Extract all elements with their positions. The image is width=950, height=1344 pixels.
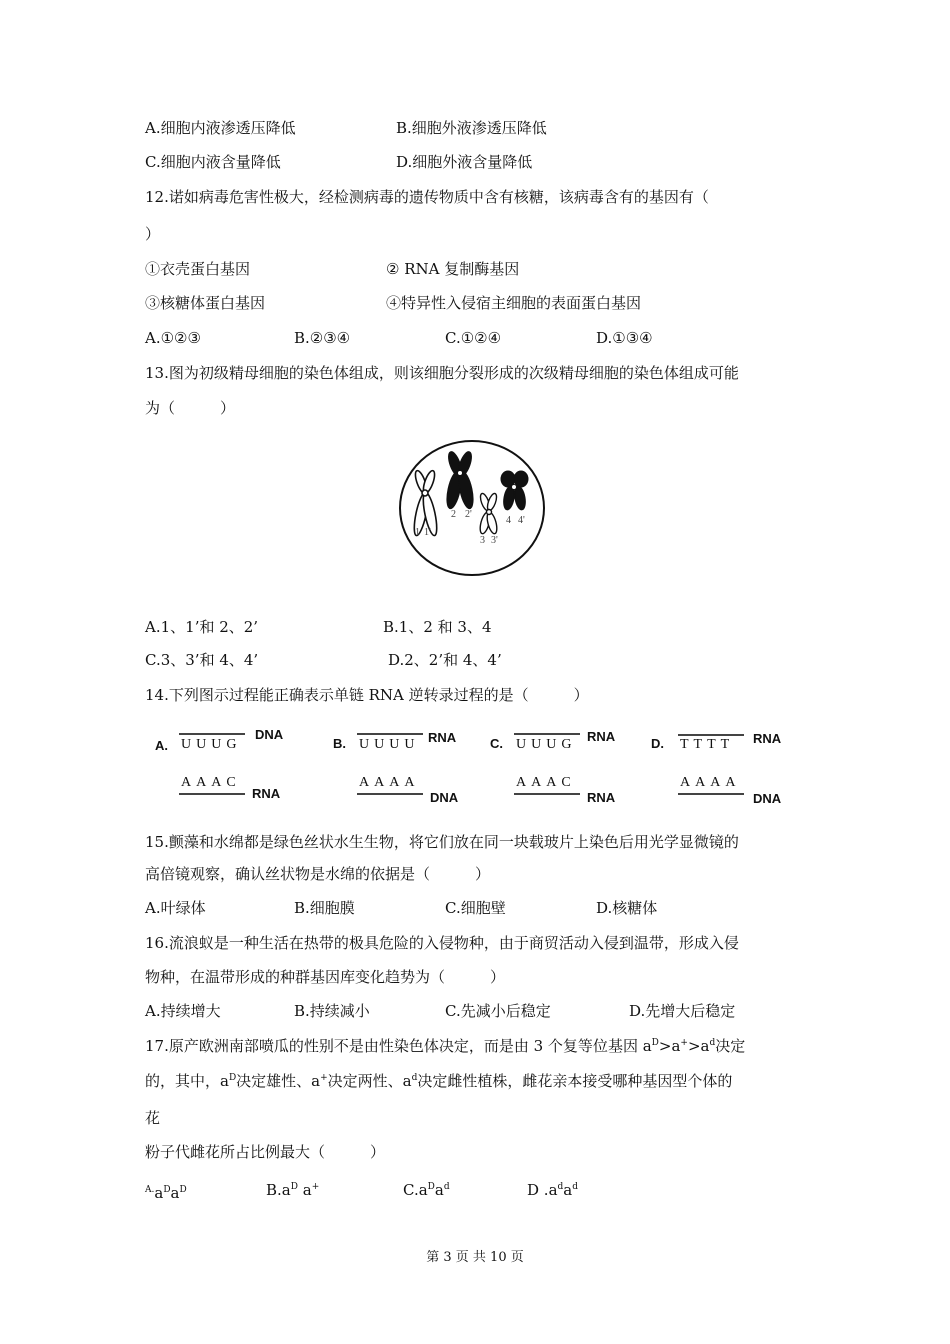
- q17-stem-cont2: 花: [145, 1109, 161, 1127]
- q12-option-b: B.②③④: [294, 329, 351, 347]
- superscript: d: [557, 1182, 564, 1192]
- strand-line: [357, 793, 423, 795]
- top-tag: RNA: [428, 730, 457, 745]
- q16-stem: 16.流浪蚁是一种生活在热带的极具危险的入侵物种，由于商贸活动入侵到温带，形成入侵: [145, 934, 739, 952]
- q15-option-d: D.核糖体: [596, 899, 658, 917]
- q13-option-b: B.1、2 和 3、4: [383, 618, 492, 636]
- q17-option-d: [527, 1180, 578, 1200]
- bottom-sequence: AAAA: [359, 775, 420, 790]
- q11-option-b: B.细胞外液渗透压降低: [396, 119, 547, 137]
- option-letter: B.: [266, 1181, 282, 1199]
- q17-option-c: [403, 1180, 450, 1200]
- strand-line: [179, 733, 245, 735]
- q11-option-a: A.细胞内液渗透压降低: [145, 119, 296, 137]
- text: a: [563, 1181, 573, 1199]
- top-tag: RNA: [753, 731, 782, 746]
- text: >a: [687, 1037, 710, 1055]
- text: a: [418, 1181, 428, 1199]
- text: 决定两性、a: [327, 1072, 412, 1090]
- panel-letter: D.: [651, 736, 664, 751]
- text: a: [154, 1184, 164, 1202]
- q15-stem-cont: 高倍镜观察，确认丝状物是水绵的依据是（ ）: [145, 865, 491, 883]
- superscript: D: [179, 1185, 187, 1195]
- q12-item-4: ④特异性入侵宿主细胞的表面蛋白基因: [386, 294, 642, 312]
- superscript: d: [709, 1038, 716, 1048]
- superscript: D: [163, 1185, 171, 1195]
- bottom-tag: RNA: [252, 786, 281, 801]
- text: 的，其中，a: [145, 1072, 229, 1090]
- strand-line: [514, 733, 580, 735]
- strand-line: [678, 793, 744, 795]
- superscript: d: [411, 1073, 418, 1083]
- q12-item-3: ③核糖体蛋白基因: [145, 294, 266, 312]
- label-4: 4: [506, 515, 511, 526]
- q16-option-c: C.先减小后稳定: [445, 1002, 551, 1020]
- text: a: [302, 1181, 312, 1199]
- q11-option-d: D.细胞外液含量降低: [396, 153, 533, 171]
- option-letter: C.: [403, 1181, 419, 1199]
- chromosome-pair-2: [444, 450, 476, 510]
- q17-stem-cont: [145, 1071, 732, 1091]
- q12-option-c: C.①②④: [445, 329, 502, 347]
- label-1: 1: [415, 527, 420, 538]
- top-tag: RNA: [587, 729, 616, 744]
- text: a: [434, 1181, 444, 1199]
- text: a: [281, 1181, 291, 1199]
- text: a: [170, 1184, 180, 1202]
- superscript: D: [228, 1073, 237, 1083]
- superscript: D: [427, 1182, 435, 1192]
- option-letter: D .: [527, 1181, 549, 1199]
- chromosome-pair-4: [501, 471, 528, 511]
- q13-option-c: C.3、3’和 4、4’: [145, 651, 259, 669]
- q17-stem: [145, 1036, 745, 1056]
- q12-item-1: ①衣壳蛋白基因: [145, 260, 251, 278]
- strand-line: [514, 793, 580, 795]
- top-sequence: TTTT: [680, 737, 735, 752]
- text: 决定雄性、a: [236, 1072, 321, 1090]
- label-3: 3: [480, 535, 485, 546]
- q13-option-a: A.1、1’和 2、2’: [145, 618, 259, 636]
- q16-option-a: A.持续增大: [145, 1002, 221, 1020]
- label-4prime: 4': [518, 515, 525, 526]
- text: 17.原产欧洲南部喷瓜的性别不是由性染色体决定，而是由 3 个复等位基因 a: [145, 1037, 652, 1055]
- q13-stem-cont: 为（ ）: [145, 399, 236, 417]
- top-sequence: UUUU: [359, 737, 420, 752]
- label-3prime: 3': [491, 535, 498, 546]
- chromosome-pair-3: [478, 492, 498, 534]
- chromosome-figure: [390, 438, 560, 588]
- panel-letter: C.: [490, 736, 503, 751]
- q13-stem: 13.图为初级精母细胞的染色体组成，则该细胞分裂形成的次级精母细胞的染色体组成可能: [145, 364, 739, 382]
- top-sequence: UUUG: [516, 737, 577, 752]
- q14-stem: 14.下列图示过程能正确表示单链 RNA 逆转录过程的是（ ）: [145, 686, 589, 704]
- superscript: d: [572, 1182, 578, 1192]
- q12-stem: 12.诺如病毒危害性极大，经检测病毒的遗传物质中含有核糖，该病毒含有的基因有（: [145, 188, 709, 206]
- bottom-tag: DNA: [430, 790, 459, 805]
- q15-stem: 15.颤藻和水绵都是绿色丝状水生生物，将它们放在同一块载玻片上染色后用光学显微镜的: [145, 833, 739, 851]
- page-footer: 第 3 页 共 10 页: [426, 1250, 524, 1265]
- superscript: +: [680, 1038, 688, 1048]
- label-2: 2: [451, 509, 456, 520]
- q12-item-2: ② RNA 复制酶基因: [386, 260, 520, 278]
- text: 决定: [715, 1037, 746, 1055]
- superscript: D: [651, 1038, 659, 1048]
- superscript: +: [311, 1182, 320, 1192]
- option-letter: A.: [145, 1185, 155, 1195]
- superscript: D: [290, 1182, 298, 1192]
- text: 决定雌性植株，雌花亲本接受哪种基因型个体的: [417, 1072, 733, 1090]
- label-1prime: 1': [424, 527, 431, 538]
- label-2prime: 2': [465, 509, 472, 520]
- panel-letter: B.: [333, 736, 346, 751]
- q17-option-b: [266, 1180, 319, 1200]
- bottom-sequence: AAAA: [680, 775, 741, 790]
- q11-option-c: C.细胞内液含量降低: [145, 153, 281, 171]
- text: a: [548, 1181, 558, 1199]
- q16-option-d: D.先增大后稳定: [629, 1002, 736, 1020]
- q17-option-a: [145, 1180, 187, 1203]
- panel-letter: A.: [155, 738, 168, 753]
- bottom-sequence: AAAC: [181, 775, 241, 790]
- q13-option-d: D.2、2’和 4、4’: [388, 651, 502, 669]
- q15-option-c: C.细胞壁: [445, 899, 506, 917]
- text: >a: [658, 1037, 681, 1055]
- bottom-sequence: AAAC: [516, 775, 576, 790]
- q16-stem-cont: 物种，在温带形成的种群基因库变化趋势为（ ）: [145, 968, 506, 986]
- q15-option-b: B.细胞膜: [294, 899, 355, 917]
- strand-line: [179, 793, 245, 795]
- superscript: d: [443, 1182, 450, 1192]
- q15-option-a: A.叶绿体: [145, 899, 206, 917]
- strand-line: [357, 733, 423, 735]
- q12-stem-cont: ）: [145, 225, 161, 243]
- q16-option-b: B.持续减小: [294, 1002, 370, 1020]
- q12-option-d: D.①③④: [596, 329, 653, 347]
- bottom-tag: DNA: [753, 791, 782, 806]
- top-tag: DNA: [255, 727, 284, 742]
- top-sequence: UUUG: [181, 737, 242, 752]
- bottom-tag: RNA: [587, 790, 616, 805]
- q12-option-a: A.①②③: [145, 329, 201, 347]
- strand-line: [678, 734, 744, 736]
- q17-stem-cont3: 粉子代雌花所占比例最大（ ）: [145, 1143, 386, 1161]
- superscript: +: [320, 1073, 328, 1083]
